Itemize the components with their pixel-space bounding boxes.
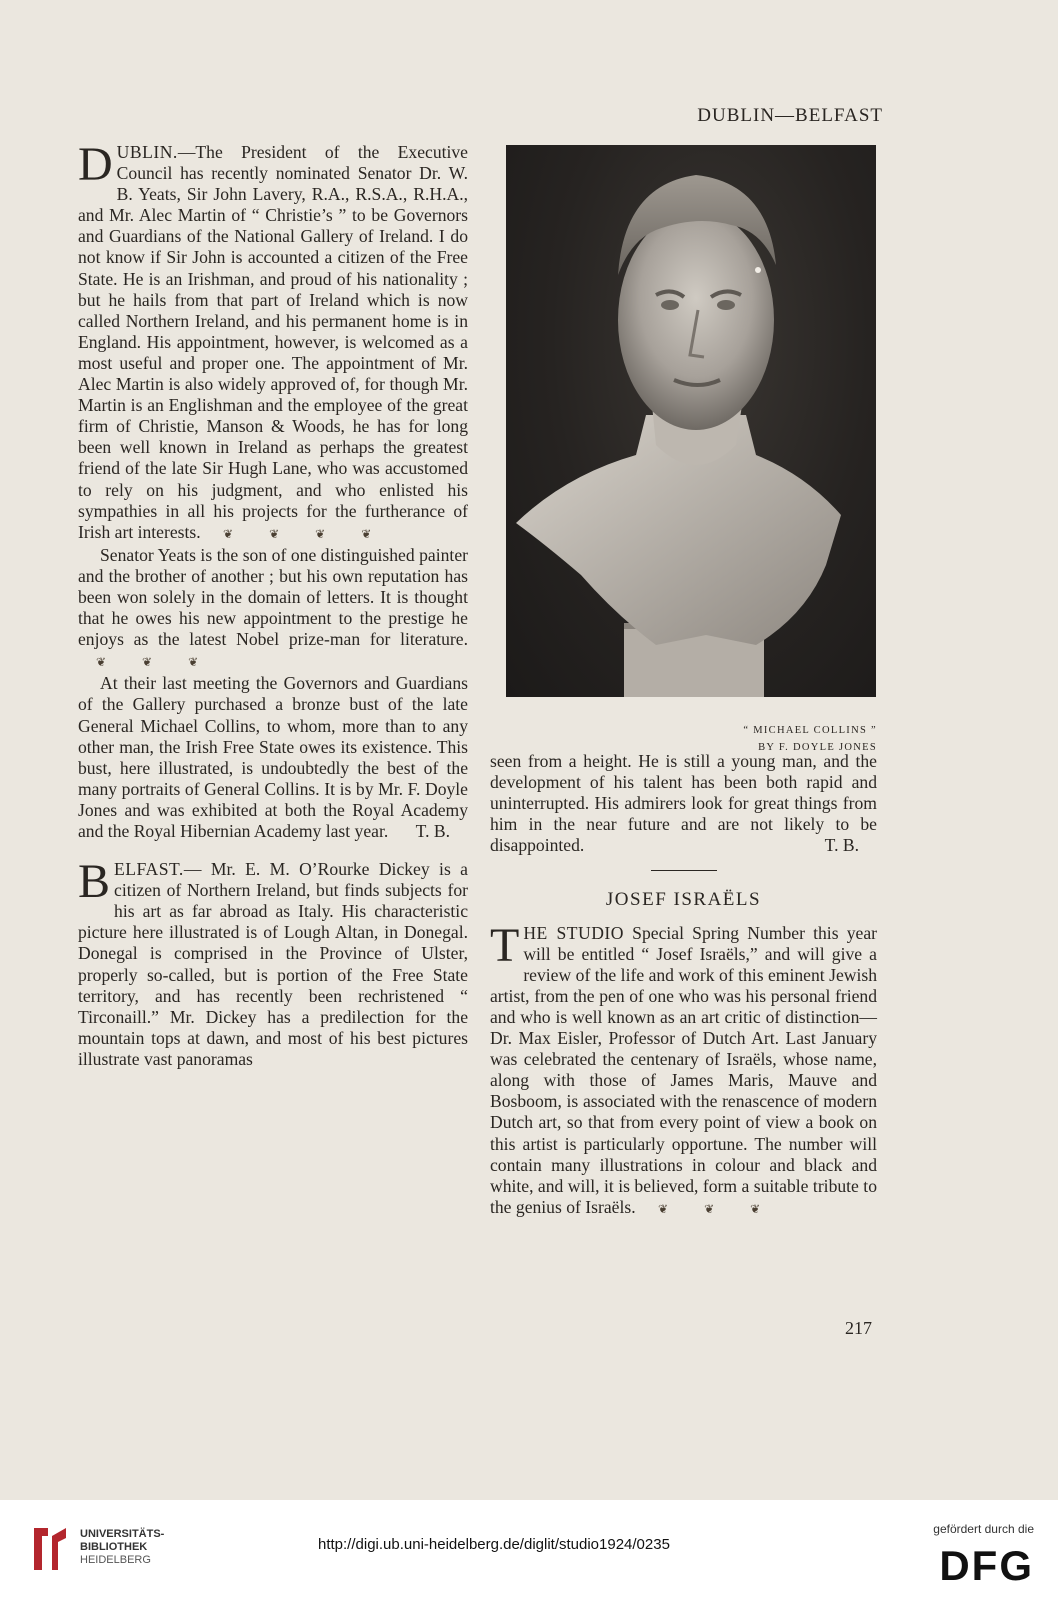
source-url-link[interactable]: http://digi.ub.uni-heidelberg.de/diglit/studio1924/0235 [318,1536,670,1553]
bust-photograph [506,145,876,697]
dublin-dropcap: D [78,138,113,191]
israels-lead: HE STUDIO [523,922,624,943]
dublin-text: —The President of the Executive Council has recently nominated Senator Dr. W. B. Yeats, Sir John Lavery, R.A., R.S.A., R.H.A., and Mr. Alec Martin of “ Christie’s ” to be Governors and Guardians of the National Gallery of Ireland. I do not know if Sir John is accounted a citizen of the Free State. He is an Irishman, and proud of his nationality ; but he hails from that part of Ireland which is now called Northern Ireland, and his permanent home is in England. His appointment, however, is welcomed as a most useful and proper one. The appointment of Mr. Alec Martin is also widely approved of, for though Mr. Martin is an Englishman and the employee of the great firm of Christie, Manson & Woods, he has for long been well known in Ireland as perhaps the greatest friend of the late Sir Hugh Lane, who was accustomed to rely on his judgment, and who enlisted his sympathies in all his projects for the furtherance of Irish art interests. [78,142,468,542]
library-name [80,1528,164,1567]
left-column [78,138,468,1070]
fleuron-ornament: ❦❦❦ [658,1201,797,1216]
section-divider [651,870,717,871]
sponsor-note: gefördert durch die [933,1522,1034,1536]
belfast-text: — Mr. E. M. O’Rourke Dickey is a citizen of Northern Ireland, but finds subjects for his art as far abroad as Italy. His characteristic picture here illustrated is of Lough Altan, in Donegal. Donegal is comprised in the Province of Ulster, properly so-called, but is portion of the Free State territory, and has recently been rechristened “ Tirconaill.” Mr. Dickey has a predilection for the mountain tops at dawn, and most of his best pictures illustrate vast panoramas [78,859,468,1069]
israels-dropcap: T [490,918,520,972]
belfast-dropcap: B [78,855,111,909]
israels-paragraph [490,918,878,1220]
collins-paragraph [78,673,468,842]
library-name-line3: HEIDELBERG [80,1554,151,1566]
library-logo-icon [28,1526,72,1572]
section-gap [78,842,468,859]
dfg-logo: DFG [939,1542,1034,1589]
yeats-text: Senator Yeats is the son of one distinguished painter and the brother of another ; but his own reputation has been won solely in the domain of letters. It is thought that he owes his new appointment to the prestige he enjoys as the latest Nobel prize-man for literature. [78,544,468,650]
fleuron-ornament: ❦❦❦ [96,655,235,670]
continuation-text: seen from a height. He is still a young man, and the development of his talent has been both rapid and uninterrupted. His admirers look for great things from him in the near future and are not likely to be disappointed. [490,751,877,856]
dublin-lead: UBLIN. [116,142,178,162]
dublin-signature: T. B. [415,821,450,841]
yeats-paragraph [78,545,468,674]
dublin-paragraph [78,138,468,545]
right-column [490,751,877,1220]
michael-collins-bust-image [506,145,876,697]
continuation-paragraph [490,751,877,856]
running-head: DUBLIN—BELFAST [697,105,883,126]
library-name-line1: UNIVERSITÄTS- [80,1528,165,1540]
collins-text: At their last meeting the Governors and Guardians of the Gallery purchased a bronze bust of the late General Michael Collins, to whom, more than to any other man, the Irish Free State owes its existence. This bust, here illustrated, is undoubtedly the best of the many portraits of General Collins. It is by Mr. F. Doyle Jones and was exhibited at both the Royal Academy and the Royal Hibernian Academy last year. [78,673,468,841]
fleuron-ornament: ❦❦❦❦ [223,526,408,541]
belfast-paragraph [78,855,468,1070]
belfast-signature: T. B. [824,835,859,856]
page-number: 217 [845,1318,872,1338]
caption-artist: BY F. DOYLE JONES [758,742,877,753]
section-title: JOSEF ISRAËLS [605,889,762,911]
footer-bar [0,1500,1058,1600]
library-name-line2: BIBLIOTHEK [80,1541,148,1553]
caption-title: “ MICHAEL COLLINS ” [743,725,877,736]
belfast-lead: ELFAST. [114,859,184,880]
israels-text: Special Spring Number this year will be entitled “ Josef Israëls,” and will give a review of the life and work of this eminent Jewish artist, from the pen of one who was his personal friend and who is well known as an art critic of distinction—Dr. Max Eisler, Professor of Dutch Art. Last January was celebrated the centenary of Israëls, whose name, along with those of James Maris, Mauve and Bosboom, is associated with the renascence of modern Dutch art, so that from every point of view a book on this artist is particularly opportune. The number will contain many illustrations in colour and black and white, and will, it is believed, form a suitable tribute to the genius of Israëls. [490,922,878,1217]
